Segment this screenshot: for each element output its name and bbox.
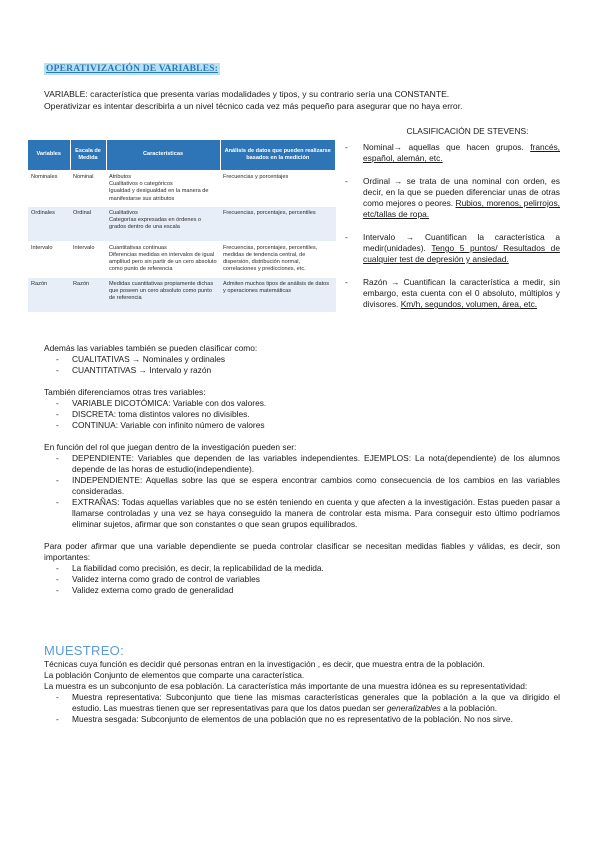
- list-item: - INDEPENDIENTE: Aquellas sobre las que se espera encontrar cambios como consecuencia de los cambios en las variables consideradas.: [56, 475, 560, 496]
- stevens-item-example: francés, español, alemán, etc.: [363, 142, 560, 163]
- list-item: - Validez externa como grado de generalidad: [56, 585, 234, 595]
- stevens-heading: CLASIFICACIÓN DE STEVENS:: [406, 126, 529, 136]
- list-item-text: Validez externa como grado de generalidad: [72, 585, 234, 595]
- table-cell: Nominales: [28, 171, 70, 207]
- list-item-text: Muestra sesgada: Subconjunto de elementos de una población que no es representativo de la población. No nos sirve.: [72, 714, 513, 724]
- table-row: [28, 171, 336, 207]
- measures-intro: Para poder afirmar que una variable dependiente se pueda controlar clasificar se necesitan medidas fiables y válidas, es decir, son importantes:: [44, 541, 560, 562]
- list-item-text: CONTINUA: Variable con infinito número de valores: [72, 420, 265, 430]
- list-item-text: Validez interna como grado de control de variables: [72, 574, 260, 584]
- list-item-text: a la población.: [440, 703, 498, 713]
- list-item-text: INDEPENDIENTE: Aquellas sobre las que se espera encontrar cambios como consecuencia de los cambios en las variables consideradas.: [72, 475, 560, 496]
- types-intro: También diferenciamos otras tres variables:: [44, 387, 206, 397]
- list-item: - DISCRETA: toma distintos valores no divisibles.: [56, 409, 250, 419]
- classify-intro: Además las variables también se pueden clasificar como:: [44, 343, 258, 353]
- stevens-classification: [345, 126, 560, 322]
- table-row: [28, 206, 336, 241]
- intro-line-1: VARIABLE: característica que presenta varias modalidades y tipos, y su contrario sería una CONSTANTE.: [44, 89, 450, 99]
- list-item: - CONTINUA: Variable con infinito número de valores: [56, 420, 265, 430]
- muestreo-section: [44, 659, 560, 725]
- table-cell: Razón: [28, 277, 70, 312]
- table-cell: Frecuencias, porcentajes, percentiles: [220, 206, 336, 241]
- list-item: - DEPENDIENTE: Variables que dependen de las variables independientes. EJEMPLOS: La nota(dependiente) de los alumnos depende de las horas de estudio(independiente).: [56, 453, 560, 474]
- muestreo-line-3: La muestra es un subconjunto de esa población. La característica más importante de una muestra idónea es su representatividad:: [44, 681, 528, 691]
- list-item-text: DISCRETA: toma distintos valores no divisibles.: [72, 409, 250, 419]
- list-item: - Validez interna como grado de control de variables: [56, 574, 260, 584]
- table-cell: Frecuencias y porcentajes: [220, 171, 336, 207]
- list-item-text: CUALITATIVAS → Nominales y ordinales: [72, 354, 226, 364]
- document-title: OPERATIVIZACIÓN DE VARIABLES:: [46, 64, 219, 74]
- stevens-item-example: Tengo 5 puntos/ Resultados de cualquier test de depresión y ansiedad.: [363, 243, 560, 264]
- list-item: - VARIABLE DICOTÓMICA: Variable con dos valores.: [56, 398, 267, 408]
- list-item: - Nominal→ aquellas que hacen grupos. francés, español, alemán, etc.: [345, 142, 560, 163]
- list-item-text: CUANTITATIVAS → Intervalo y razón: [72, 365, 212, 375]
- table-header: Variables: [28, 140, 70, 171]
- stevens-item-text: Nominal→ aquellas que hacen grupos.: [363, 142, 531, 152]
- muestreo-line-1: Técnicas cuya función es decidir qué personas entran en la investigación , es decir, que muestra entra de la población.: [44, 659, 485, 669]
- list-item: - La fiabilidad como precisión, es decir, la replicabilidad de la medida.: [56, 563, 324, 573]
- table-cell: Cualitativos Categorías expresadas en órdenes o grados dentro de una escala: [106, 206, 220, 241]
- table-row: [28, 241, 336, 277]
- table-row: [28, 277, 336, 312]
- table-cell: Atributos Cualitativos o categóricos Igualdad y desigualdad en la manera de manifestarse sus atributos: [106, 171, 220, 207]
- stevens-item-example: Rubios, morenos, pelirrojos, etc/tallas de ropa.: [363, 198, 560, 219]
- list-item-text: La fiabilidad como precisión, es decir, la replicabilidad de la medida.: [72, 563, 324, 573]
- table-cell: Admiten muchos tipos de análisis de datos y operaciones matemáticas: [220, 277, 336, 312]
- table-cell: Frecuencias, porcentajes, percentiles, medidas de tendencia central, de dispersión, distribución normal, correlaciones y predicciones, etc.: [220, 241, 336, 277]
- table-cell: Intervalo: [70, 241, 106, 277]
- table-header: Escala de Medida: [70, 140, 106, 171]
- stevens-item-text: Razón → Cuantifican la característica a medir, sin embargo, esta cuenta con el 0 absoluto, múltiplos y divisores.: [363, 277, 560, 309]
- table-cell: Medidas cuantitativas propiamente dichas que poseen un cero absoluto como punto de referencia: [106, 277, 220, 312]
- list-item: - CUANTITATIVAS → Intervalo y razón: [56, 365, 212, 375]
- table-header: Características: [106, 140, 220, 171]
- table-header: Análisis de datos que pueden realizarse basados en la medición: [220, 140, 336, 171]
- operativization-table: [28, 140, 336, 312]
- table-cell: Ordinal: [70, 206, 106, 241]
- list-item-emphasis: generalizables: [386, 703, 441, 713]
- muestreo-line-2: La población Conjunto de elementos que comparte una característica.: [44, 670, 305, 680]
- stevens-item-example: Km/h, segundos, volumen, área, etc.: [400, 299, 538, 309]
- list-item: - Muestra representativa: Subconjunto que tiene las mismas características generales que la población a la que va dirigido el estudio. Las muestras tienen que ser representativas para que los datos puedan ser generalizables a la población.: [56, 692, 560, 713]
- roles-intro: En función del rol que juegan dentro de la investigación pueden ser:: [44, 442, 297, 452]
- table-cell: Ordinales: [28, 206, 70, 241]
- list-item: - Ordinal → se trata de una nominal con orden, es decir, en la que se pueden diferenciar unas de otras como mejores o peores. Rubios, morenos, pelirrojos, etc/tallas de ropa.: [345, 176, 560, 219]
- list-item: - CUALITATIVAS → Nominales y ordinales: [56, 354, 226, 364]
- table-cell: Nominal: [70, 171, 106, 207]
- intro-line-2: Operativizar es intentar describirla a un nivel técnico cada vez más pequeño para asegurar que no haya error.: [44, 101, 463, 111]
- list-item-text: DEPENDIENTE: Variables que dependen de las variables independientes. EJEMPLOS: La nota(dependiente) de los alumnos depende de las horas de estudio(independiente).: [72, 453, 560, 474]
- classification-section: [44, 343, 560, 596]
- list-item-text: VARIABLE DICOTÓMICA: Variable con dos valores.: [72, 398, 267, 408]
- table-cell: Cuantitativas continuas Diferencias medidas en intervalos de igual amplitud pero sin partir de un cero absoluto como punto de referencia: [106, 241, 220, 277]
- stevens-item-text: Ordinal → se trata de una nominal con orden, es decir, en la que se pueden diferenciar unas de otras como mejores o peores.: [363, 176, 560, 208]
- table-cell: Razón: [70, 277, 106, 312]
- intro-paragraph: [44, 88, 564, 112]
- list-item-text: EXTRAÑAS: Todas aquellas variables que no se estén teniendo en cuenta y que afecten a la investigación. Estas pueden pasar a llamarse controladas y una vez se haya conseguido la manera de controlar esta misma. Para conseguir esto último podríamos eliminar sujetos, afirmar que son constantes o que sean grupos equilibrados.: [72, 497, 560, 529]
- list-item: - Intervalo → Cuantifican la característica a medir(unidades). Tengo 5 puntos/ Resultados de cualquier test de depresión y ansiedad.: [345, 232, 560, 264]
- muestreo-title: MUESTREO:: [44, 643, 124, 658]
- list-item: - Muestra sesgada: Subconjunto de elementos de una población que no es representativo de la población. No nos sirve.: [56, 714, 513, 724]
- stevens-item-text: Intervalo → Cuantifican la característica a medir(unidades).: [363, 232, 560, 253]
- list-item-text: Muestra representativa: Subconjunto que tiene las mismas características generales que la población a la que va dirigido el estudio. Las muestras tienen que ser representativas para que los datos puedan ser: [72, 692, 560, 713]
- list-item: - Razón → Cuantifican la característica a medir, sin embargo, esta cuenta con el 0 absoluto, múltiplos y divisores. Km/h, segundos, volumen, área, etc.: [345, 277, 560, 309]
- list-item: - EXTRAÑAS: Todas aquellas variables que no se estén teniendo en cuenta y que afecten a la investigación. Estas pueden pasar a llamarse controladas y una vez se haya conseguido la manera de controlar esta misma. Para conseguir esto último podríamos eliminar sujetos, afirmar que son constantes o que sean grupos equilibrados.: [56, 497, 560, 529]
- table-cell: Intervalo: [28, 241, 70, 277]
